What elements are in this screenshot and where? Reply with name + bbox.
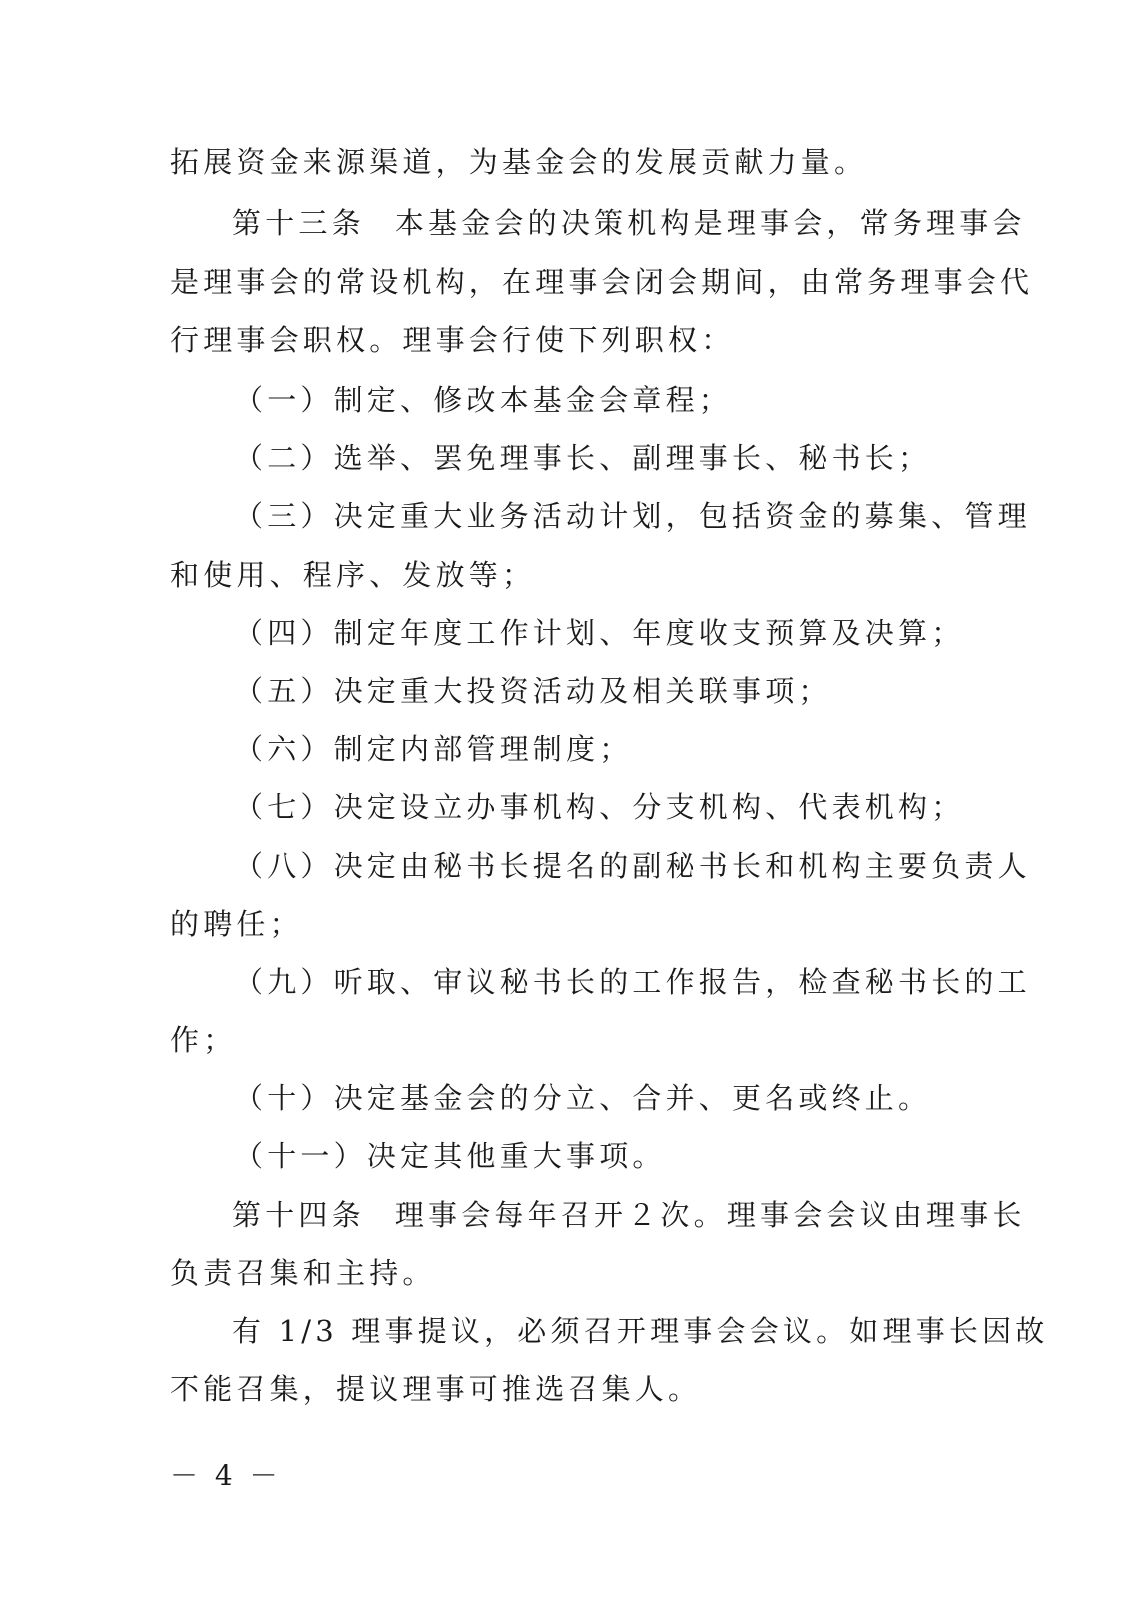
list-item: （二）选举、罢免理事长、副理事长、秘书长； <box>234 441 932 475</box>
article-14-text: 理事会每年召开２次。理事会会议由理事长 <box>394 1198 1026 1232</box>
text-line: 和使用、程序、发放等； <box>170 558 536 592</box>
article-14-label: 第十四条 <box>232 1198 365 1232</box>
text-line: 不能召集，提议理事可推选召集人。 <box>170 1372 702 1406</box>
article-13-heading-line <box>232 203 1026 243</box>
list-item: （一）制定、修改本基金会章程； <box>234 383 733 417</box>
text-line: 的聘任； <box>170 907 303 941</box>
text-line: 负责召集和主持。 <box>170 1256 436 1290</box>
article-13-label: 第十三条 <box>232 206 365 240</box>
text-line: 有 1/3 理事提议，必须召开理事会会议。如理事长因故 <box>232 1314 1049 1348</box>
list-item: （九）听取、审议秘书长的工作报告，检查秘书长的工 <box>234 965 1031 999</box>
list-item: （七）决定设立办事机构、分支机构、代表机构； <box>234 790 965 824</box>
list-item: （三）决定重大业务活动计划，包括资金的募集、管理 <box>234 499 1031 533</box>
list-item: （六）制定内部管理制度； <box>234 732 633 766</box>
text-line: 是理事会的常设机构，在理事会闭会期间，由常务理事会代 <box>170 265 1034 299</box>
list-item: （十一）决定其他重大事项。 <box>234 1139 666 1173</box>
text-line: 行理事会职权。理事会行使下列职权： <box>170 323 735 357</box>
list-item: （五）决定重大投资活动及相关联事项； <box>234 674 832 708</box>
list-item: （四）制定年度工作计划、年度收支预算及决算； <box>234 616 965 650</box>
article-13-text: 本基金会的决策机构是理事会，常务理事会 <box>394 206 1026 240</box>
page-number: － 4 － <box>170 1459 282 1492</box>
list-item: （八）决定由秘书长提名的副秘书长和机构主要负责人 <box>234 849 1031 883</box>
text-line: 作； <box>170 1023 237 1057</box>
article-14-heading-line <box>232 1195 1026 1235</box>
list-item: （十）决定基金会的分立、合并、更名或终止。 <box>234 1081 932 1115</box>
text-line: 拓展资金来源渠道，为基金会的发展贡献力量。 <box>170 145 868 179</box>
